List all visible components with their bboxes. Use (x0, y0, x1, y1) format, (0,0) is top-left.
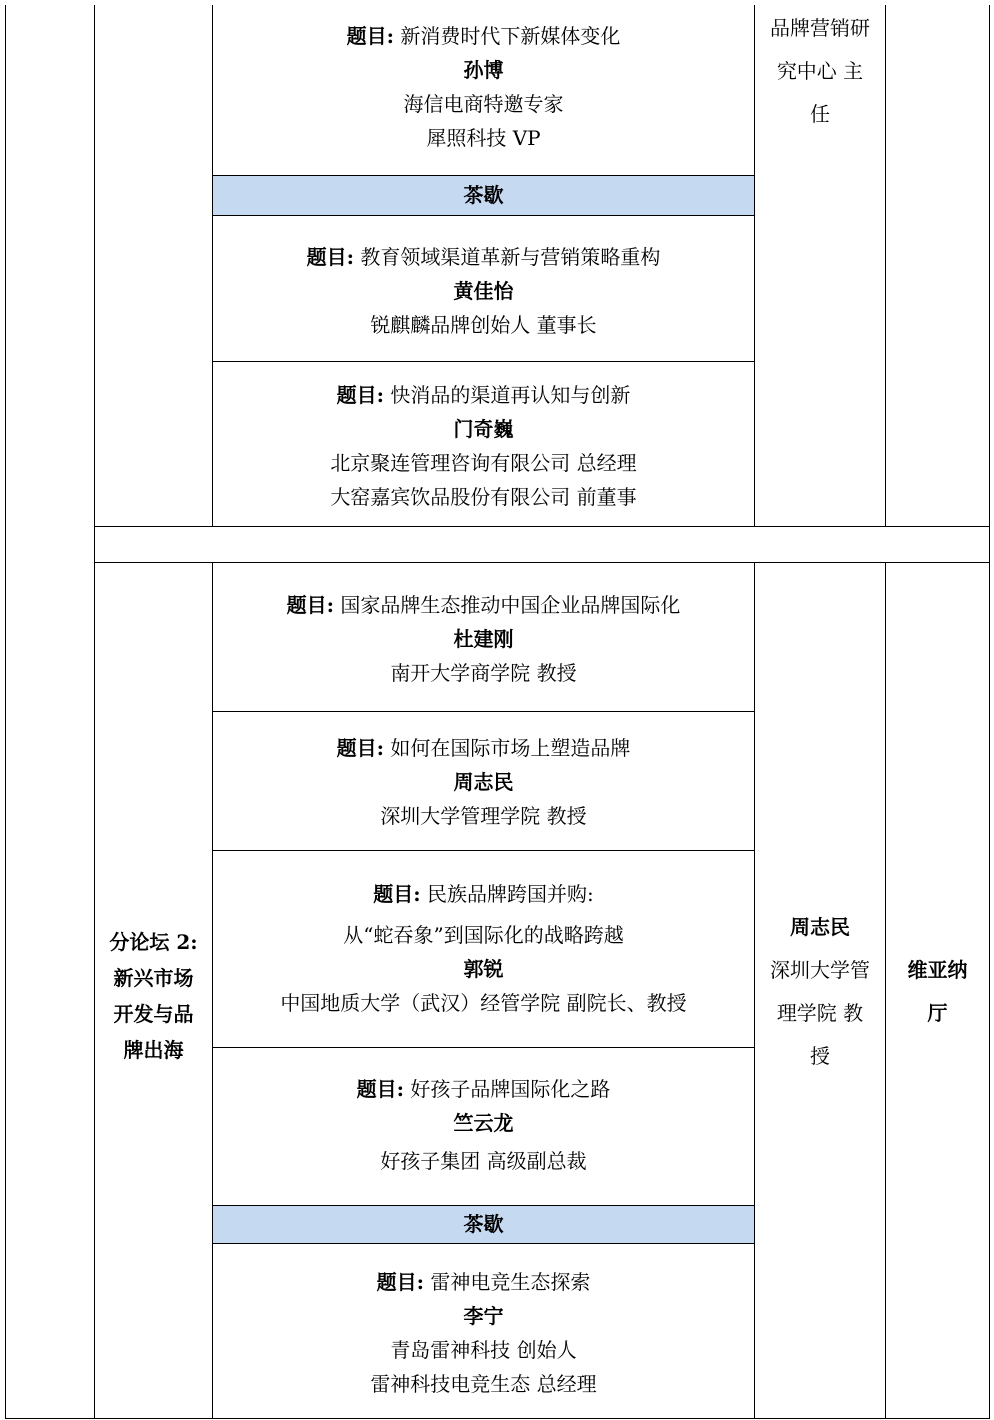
row-divider (212, 711, 755, 712)
talk-topic: 快消品的渠道再认知与创新 (390, 383, 631, 407)
talk-cell (213, 1265, 754, 1401)
col-divider-forum (94, 5, 95, 1419)
topic-label: 题目: (336, 736, 385, 760)
talk-topic: 如何在国际市场上塑造品牌 (390, 736, 631, 760)
speaker-name: 门奇巍 (453, 417, 514, 441)
talk-topic-line2: 从“蛇吞象”到国际化的战略跨越 (343, 923, 624, 947)
venue-cell (886, 949, 989, 1035)
row-divider (212, 1243, 755, 1244)
venue-line: 维亚纳 (907, 958, 968, 982)
row-divider (212, 1047, 755, 1048)
tea-break-row (213, 1206, 754, 1243)
tea-break-label: 茶歇 (463, 1212, 504, 1236)
forum-title-line: 牌出海 (123, 1038, 184, 1062)
topic-label: 题目: (286, 593, 335, 617)
row-divider (94, 526, 990, 527)
table-border-left (5, 5, 6, 1419)
speaker-name: 孙博 (463, 58, 504, 82)
talk-cell (213, 378, 754, 514)
topic-label: 题目: (306, 245, 355, 269)
table-border-right (989, 5, 990, 1419)
topic-label: 题目: (373, 882, 421, 906)
speaker-name: 李宁 (463, 1304, 504, 1328)
row-divider (94, 562, 990, 563)
forum-title-line: 新兴市场 (113, 966, 194, 990)
speaker-affiliation: 中国地质大学（武汉）经管学院 副院长、教授 (280, 991, 687, 1015)
tea-break-label: 茶歇 (463, 183, 504, 207)
table-border-bottom (5, 1418, 990, 1419)
talk-topic: 新消费时代下新媒体变化 (400, 24, 621, 48)
host-name: 周志民 (790, 915, 850, 939)
talk-cell (213, 1072, 754, 1178)
talk-topic: 教育领域渠道革新与营销策略重构 (360, 245, 661, 269)
venue-line: 厅 (927, 1001, 948, 1025)
speaker-name: 周志民 (453, 770, 514, 794)
talk-cell (213, 19, 754, 155)
forum-title-line: 分论坛 2: (109, 930, 198, 954)
host-title-line: 深圳大学管 (770, 958, 870, 982)
talk-cell (213, 876, 754, 1020)
topic-label: 题目: (356, 1077, 405, 1101)
talk-cell (213, 588, 754, 690)
topic-label: 题目: (376, 1270, 425, 1294)
host-cell (755, 7, 885, 136)
speaker-affiliation: 深圳大学管理学院 教授 (380, 804, 587, 828)
row-divider (212, 215, 755, 216)
speaker-affiliation: 北京聚连管理咨询有限公司 总经理 (330, 451, 637, 475)
speaker-affiliation: 犀照科技 VP (426, 126, 541, 150)
row-divider (212, 850, 755, 851)
speaker-affiliation: 锐麒麟品牌创始人 董事长 (370, 313, 597, 337)
talk-cell (213, 731, 754, 833)
speaker-affiliation: 南开大学商学院 教授 (390, 661, 577, 685)
talk-topic: 民族品牌跨国并购: (427, 882, 594, 906)
speaker-name: 黄佳怡 (453, 279, 514, 303)
topic-label: 题目: (336, 383, 385, 407)
row-divider (212, 361, 755, 362)
host-title-line: 理学院 教 (776, 1001, 864, 1025)
speaker-affiliation: 雷神科技电竞生态 总经理 (370, 1372, 597, 1396)
speaker-name: 竺云龙 (453, 1111, 514, 1135)
tea-break-row (213, 176, 754, 215)
speaker-name: 杜建刚 (453, 627, 514, 651)
forum-title-cell (95, 924, 212, 1068)
talk-topic: 好孩子品牌国际化之路 (410, 1077, 611, 1101)
host-title-line: 品牌营销研 (770, 16, 870, 40)
talk-cell (213, 240, 754, 342)
talk-topic: 国家品牌生态推动中国企业品牌国际化 (340, 593, 681, 617)
talk-topic: 雷神电竞生态探索 (430, 1270, 591, 1294)
forum-title-line: 开发与品 (113, 1002, 194, 1026)
speaker-affiliation: 好孩子集团 高级副总裁 (380, 1149, 587, 1173)
topic-label: 题目: (346, 24, 395, 48)
col-divider-venue (885, 5, 886, 526)
host-title-line: 究中心 主 (776, 59, 864, 83)
speaker-affiliation: 青岛雷神科技 创始人 (390, 1338, 577, 1362)
speaker-affiliation: 大窑嘉宾饮品股份有限公司 前董事 (330, 485, 637, 509)
speaker-affiliation: 海信电商特邀专家 (403, 92, 564, 116)
host-title-line: 授 (810, 1044, 830, 1068)
speaker-name: 郭锐 (463, 957, 504, 981)
host-title-line: 任 (810, 102, 830, 126)
host-cell (755, 906, 885, 1078)
